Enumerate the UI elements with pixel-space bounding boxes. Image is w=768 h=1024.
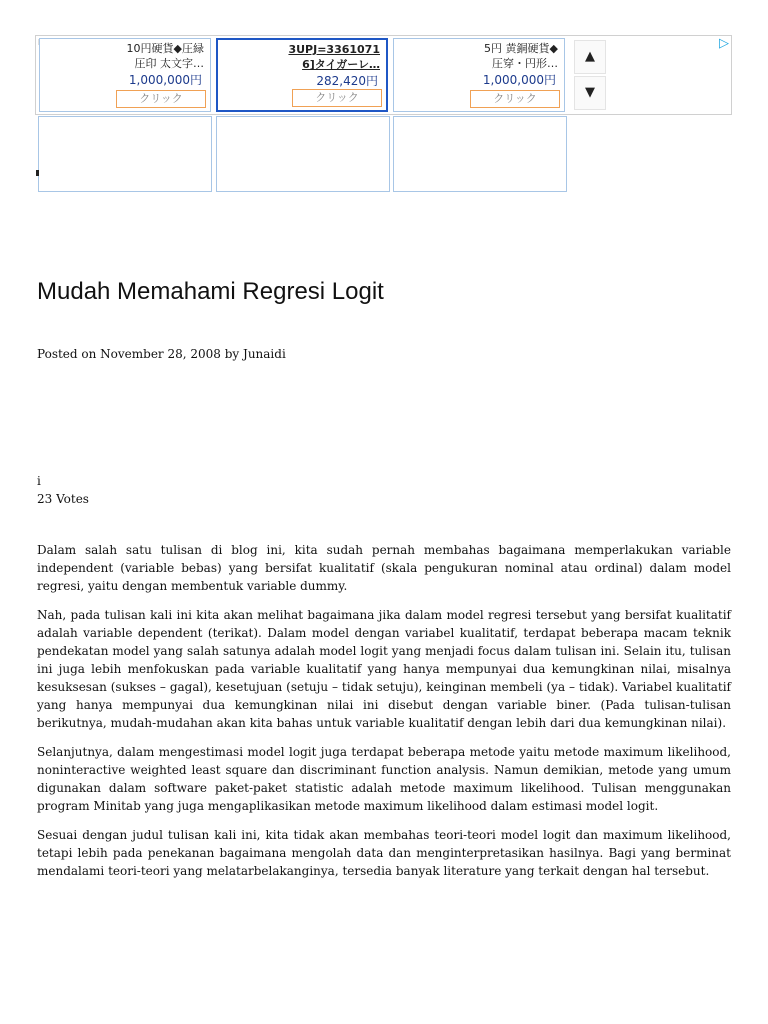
ad-banner [35,35,732,115]
ad-click-button[interactable]: クリック [116,90,206,108]
article-paragraph: Sesuai dengan judul tulisan kali ini, kita tidak akan membahas teori-teori model logit dan maximum likelihood, tetapi lebih pada penekanan bagaimana mengolah data dan menginterpretasikan hasilnya. Bagi yang berminat mendalami teori-teori yang melatarbelakanginya, tersedia banyak literature yang terkait dengan hal tersebut. [37,828,731,878]
ad-card-2[interactable] [216,38,388,112]
article-paragraph: Selanjutnya, dalam mengestimasi model logit juga terdapat beberapa metode yaitu metode maximum likelihood, noninteractive weighted least square dan discriminant function analysis. Namun demikian, metode yang umum digunakan dalam software paket-paket statistic adalah metode maximum likelihood. Tulisan menggunakan program Minitab yang juga mengaplikasikan metode maximum likelihood dalam estimasi model logit. [37,745,731,813]
ad-card-price: 1,000,000円 [128,73,202,87]
ad-empty-slot-3 [393,116,567,192]
article-paragraph: Nah, pada tulisan kali ini kita akan melihat bagaimana jika dalam model regresi tersebut yang bersifat kualitatif adalah variable dependent (terikat). Dalam model dengan variabel kualitatif, terdapat beberapa macam teknik pendekatan model yang salah satunya adalah model logit yang menjadi focus dalam tulisan ini. Selain itu, tulisan ini juga lebih menfokuskan pada variable kualitatif yang hanya mempunyai dua kemungkinan nilai, misalnya kesuksesan (sukses – gagal), kesetujuan (setuju – tidak setuju), keinginan membeli (ya – tidak). Variabel kualitatif yang hanya mempunyai dua kemungkinan nilai ini disebut dengan variable biner. (Pada tulisan-tulisan berikutnya, mudah-mudahan akan kita bahas untuk variable kualitatif dengan lebih dari dua kemungkinan nilai). [37,608,731,730]
ad-card-title-line2[interactable]: 6]タイガーレ… [302,58,380,71]
ad-card-3[interactable] [393,38,565,112]
vote-count: 23 Votes [37,492,89,506]
ad-card-price: 282,420円 [316,74,378,88]
ad-click-button[interactable]: クリック [470,90,560,108]
ad-card-title-line1: 10円硬貨◆圧緑 [126,42,204,55]
stray-mark [36,170,39,176]
ad-card-title-line2: 圧穿・円形… [492,57,558,70]
ad-empty-slot-2 [216,116,390,192]
ad-card-title-line1[interactable]: 3UPJ=3361071 [288,43,380,56]
ad-empty-slot-1 [38,116,212,192]
article-paragraph: Dalam salah satu tulisan di blog ini, kita sudah pernah membahas bagaimana memperlakukan variable independent (variable bebas) yang bersifat kualitatif (skala pengukuran nominal atau ordinal) dalam model regresi, yaitu dengan membentuk variable dummy. [37,543,731,593]
ad-card-title-line2: 圧印 太文字… [134,57,204,70]
ad-click-button[interactable]: クリック [292,89,382,107]
ad-card-1[interactable] [39,38,211,112]
ad-card-title-line1: 5円 黄銅硬貨◆ [484,42,558,55]
article-body [37,541,731,891]
scroll-up-arrow-icon[interactable]: ▲ [574,40,606,74]
scroll-down-arrow-icon[interactable]: ▼ [574,76,606,110]
post-meta: Posted on November 28, 2008 by Junaidi [37,347,286,361]
info-triangle-icon[interactable]: ▷ [719,36,729,51]
article-title: Mudah Memahami Regresi Logit [37,278,384,305]
ad-card-price: 1,000,000円 [482,73,556,87]
rating-info-icon: i [37,474,41,488]
